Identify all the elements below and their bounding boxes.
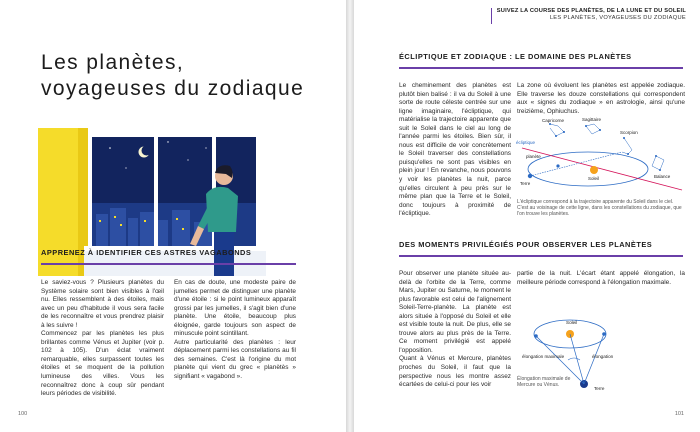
page-title <box>41 50 304 102</box>
label-soleil: Soleil <box>588 176 600 181</box>
page-number-left: 100 <box>18 411 28 417</box>
left-column-1 <box>41 279 164 399</box>
paragraph: Le cheminement des planètes est plutôt bien balisé : il va du Soleil à une sorte de route céleste centrée sur une ligne imaginaire, l'écliptique, qui matérialise la trajectoire apparente que suit le Soleil dans le ciel au long de l'année parmi les étoiles. Bien sûr, il nous est difficile de voir concrètement le Soleil traverser des constellations puisqu'elles ne sont pas visibles en plein jour ! En revanche, nous pouvons y voir les planètes la nuit, parce qu'elles circulent à peu près sur le même plan que la Terre et le Soleil, donc toujours à proximité de l'écliptique. <box>399 82 511 218</box>
constellation-capricorne <box>549 123 565 137</box>
angle-arc <box>568 358 580 360</box>
running-subtitle: LES PLANÈTES, VOYAGEUSES DU ZODIAQUE <box>549 15 686 21</box>
sun-icon <box>590 166 598 174</box>
figure-caption-ecliptic: L'écliptique correspond à la trajectoire apparente du Soleil dans le ciel. C'est au voisinage de cette ligne, dans les constellations du zodiaque, que l'on trouve les planètes. <box>517 199 682 218</box>
planet-icon <box>556 164 559 167</box>
constellation-scorpion <box>622 137 632 155</box>
paragraph: Commencez par les planètes les plus brillantes comme Vénus et Jupiter (voir p. 102 à 105). D'un éclat vraiment remarquable, elles surpassent toutes les étoiles et se moquent de la pollution lumineuse des villes. Vous les reconnaîtrez donc à coup sûr pendant leurs périodes de visibilité. <box>41 330 164 398</box>
left-column-2 <box>174 279 296 382</box>
right-column-3 <box>399 270 511 390</box>
label-terre: Terre <box>594 386 605 391</box>
paragraph: Autre particularité des planètes : leur déplacement parmi les constellations au fil des semaines. C'est là l'origine du mot planète qui vient du grec « planètès » signifiant « vagabond ». <box>174 338 296 381</box>
label-sagittaire: Sagittaire <box>582 117 602 122</box>
label-terre: Terre <box>520 181 531 186</box>
paragraph: partie de la nuit. L'écart étant appelé élongation, la meilleure période correspond à l'élongation maximale. <box>517 270 685 286</box>
running-title: SUIVEZ LA COURSE DES PLANÈTES, DE LA LUNE ET DU SOLEIL <box>496 8 686 14</box>
left-page <box>0 0 346 432</box>
label-soleil: Soleil <box>566 320 578 325</box>
label-balance: Balance <box>654 174 671 179</box>
label-ecliptique: écliptique <box>516 140 536 145</box>
label-scorpion: Scorpion <box>620 130 638 135</box>
book-gutter <box>346 0 354 432</box>
right-column-1 <box>399 82 511 219</box>
paragraph: Pour observer une planète située au-delà de l'orbite de la Terre, comme Mars, Jupiter ou Saturne, le moment le plus favorable est celui de l'alignement Soleil-Terre-planète. La planète est alors située à l'opposé du Soleil et elle est visible toute la nuit. De plus, elle se trouve alors au plus près de la Terre. Ce moment privilégié est appelé l'opposition. <box>399 270 511 354</box>
sightline <box>530 152 622 176</box>
label-capricorne: Capricorne <box>542 118 565 123</box>
running-header-bar <box>491 8 493 24</box>
constellation-sagittaire <box>585 124 601 134</box>
paragraph: Le saviez-vous ? Plusieurs planètes du Système solaire sont bien visibles à l'œil nu. Elles ressemblent à des étoiles, mais avec un peu d'habitude il vous sera facile de les reconnaître et vous prendrez plaisir à les suivre ! <box>41 279 164 329</box>
title-line-1: Les planètes, <box>41 51 185 74</box>
paragraph: En cas de doute, une modeste paire de jumelles permet de distinguer une planète d'une étoile : si le point lumineux apparaît grossi par les jumelles, il s'agit bien d'une planète. Une étoile, beaucoup plus éloignée, garde toujours son aspect de minuscule point scintillant. <box>174 279 296 338</box>
sightline <box>584 334 604 384</box>
figure-caption-elongation: Élongation maximale de Mercure ou Vénus. <box>517 376 571 389</box>
right-page <box>354 0 700 432</box>
label-elongation-max: élongation maximale <box>522 354 565 359</box>
ecliptic-diagram <box>516 114 688 198</box>
earth-icon <box>528 174 532 178</box>
right-column-2 <box>517 82 685 116</box>
section-heading-identify: APPRENEZ À IDENTIFIER CES ASTRES VAGABONDS <box>41 248 296 265</box>
title-line-2: voyageuses du zodiaque <box>41 77 305 100</box>
paragraph: La zone où évoluent les planètes est appelée zodiaque. Elle traverse les douze constellations qui correspondent aux « signes du zodiaque » en astrologie, ainsi qu'une treizième, Ophiuchus. <box>517 82 685 115</box>
paragraph: Quant à Vénus et Mercure, planètes proches du Soleil, il faut que la perspective nous les montre assez écartées de celui-ci pour les voir <box>399 355 511 389</box>
label-planete: planète <box>526 154 541 159</box>
section-heading-ecliptic: ÉCLIPTIQUE ET ZODIAQUE : LE DOMAINE DES PLANÈTES <box>399 52 683 69</box>
constellation-balance <box>652 155 664 171</box>
section-heading-moments: DES MOMENTS PRIVILÉGIÉS POUR OBSERVER LES PLANÈTES <box>399 240 683 257</box>
running-header <box>497 8 686 21</box>
label-elongation: élongation <box>592 354 614 359</box>
right-column-4 <box>517 270 685 287</box>
page-number-right: 101 <box>674 411 684 417</box>
